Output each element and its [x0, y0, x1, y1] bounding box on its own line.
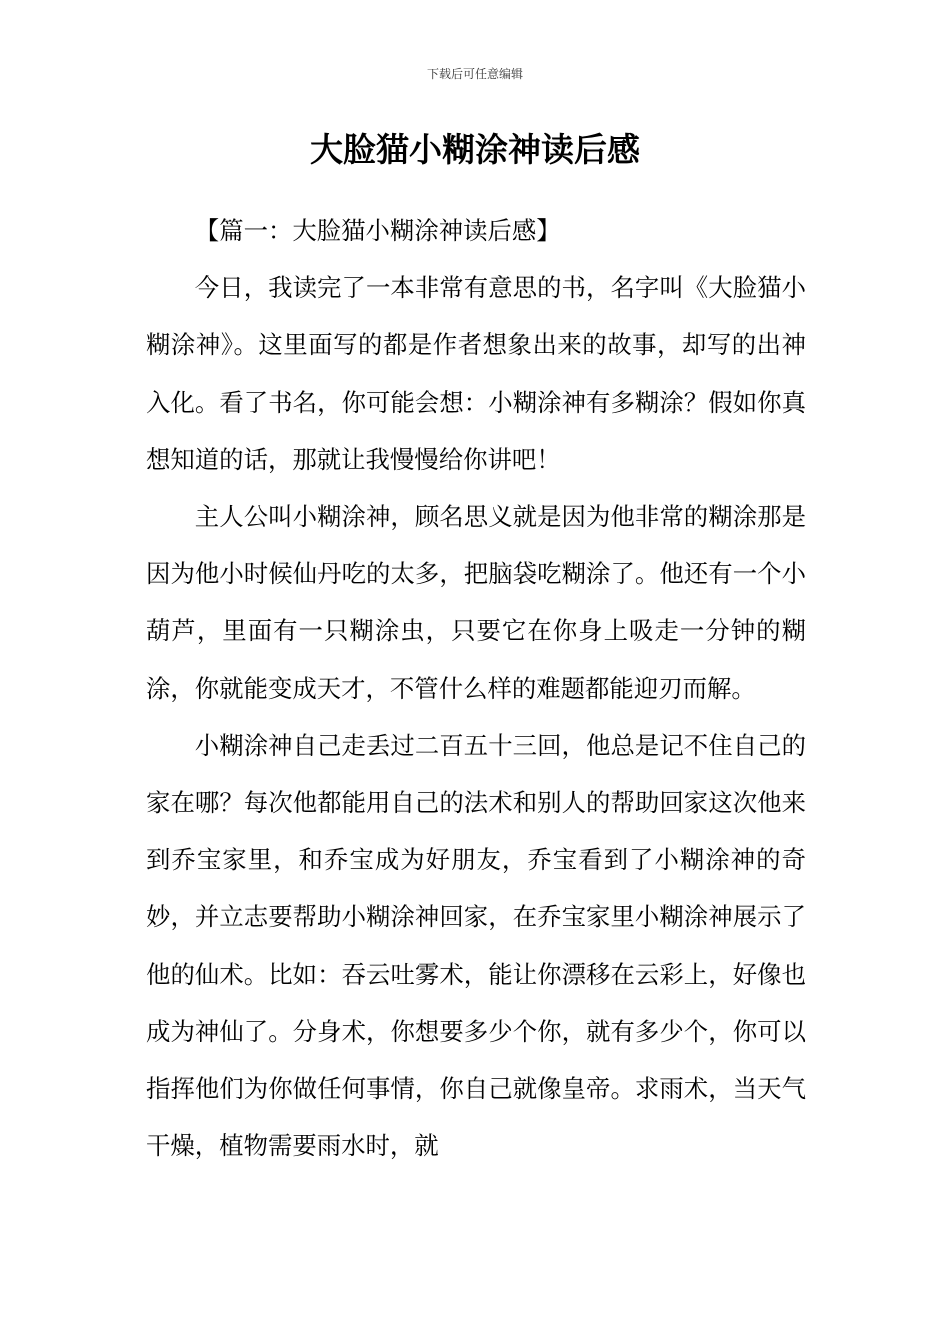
header-note: 下载后可任意编辑 — [426, 67, 523, 81]
paragraph: 主人公叫小糊涂神，顾名思义就是因为他非常的糊涂那是因为他小时候仙丹吃的太多，把脑袋吃糊涂了。他还有一个小葫芦，里面有一只糊涂虫，只要它在你身上吸走一分钟的糊涂，你就能变成天才，不管什么样的难题都能迎刃而解。 — [146, 502, 806, 703]
section-heading: 【篇一：大脸猫小糊涂神读后感】 — [194, 216, 561, 245]
document-body — [146, 202, 806, 1174]
paragraph: 小糊涂神自己走丢过二百五十三回，他总是记不住自己的家在哪？每次他都能用自己的法术和别人的帮助回家这次他来到乔宝家里，和乔宝成为好朋友，乔宝看到了小糊涂神的奇妙，并立志要帮助小糊涂神回家，在乔宝家里小糊涂神展示了他的仙术。比如：吞云吐雾术，能让你漂移在云彩上，好像也成为神仙了。分身术，你想要多少个你，就有多少个，你可以指挥他们为你做任何事情，你自己就像皇帝。求雨术，当天气干燥，植物需要雨水时，就 — [146, 730, 806, 1161]
paragraph: 今日，我读完了一本非常有意思的书，名字叫《大脸猫小糊涂神》。这里面写的都是作者想象出来的故事，却写的出神入化。看了书名，你可能会想：小糊涂神有多糊涂？假如你真想知道的话，那就让我慢慢给你讲吧！ — [146, 273, 806, 474]
document-title: 大脸猫小糊涂神读后感 — [310, 130, 640, 169]
